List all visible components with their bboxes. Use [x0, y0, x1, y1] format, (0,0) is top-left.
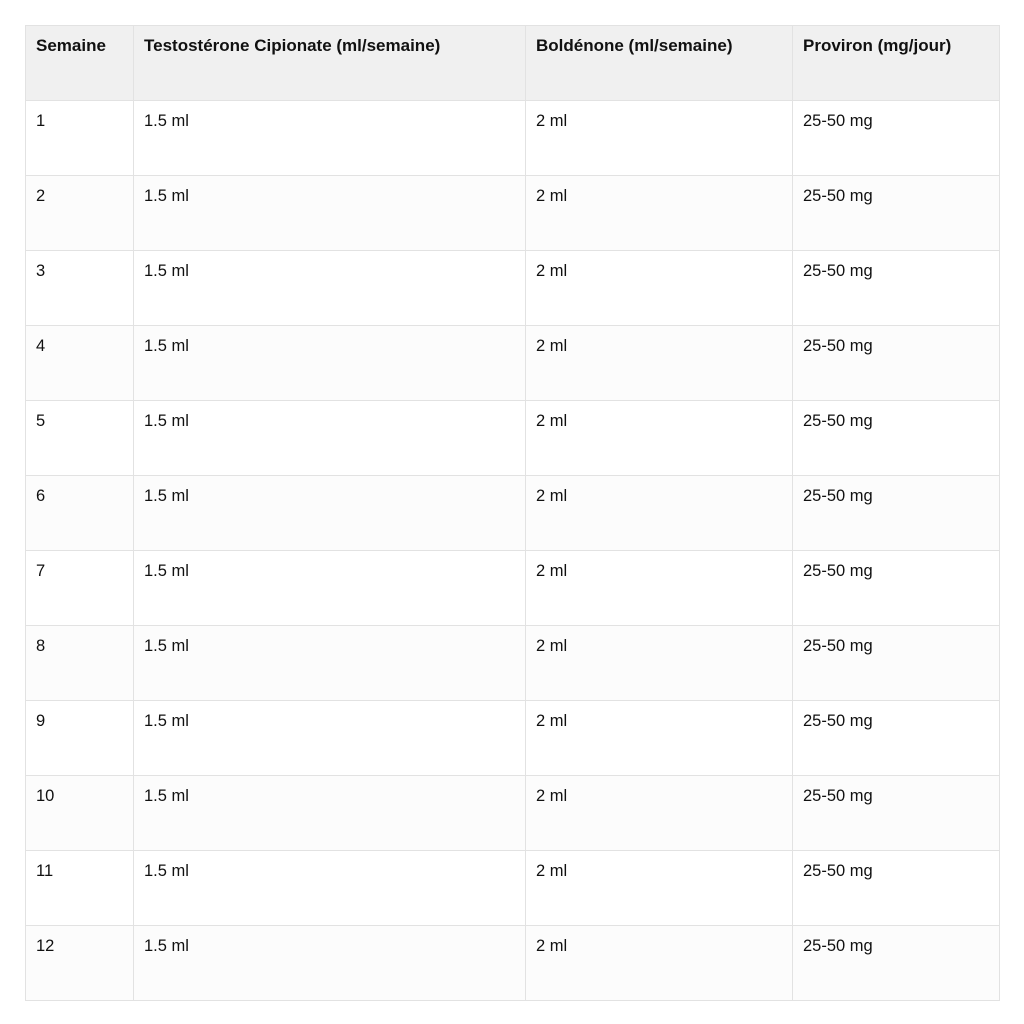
- cell-boldenone: 2 ml: [526, 101, 793, 176]
- cell-boldenone: 2 ml: [526, 326, 793, 401]
- cell-week: 11: [26, 851, 134, 926]
- cell-testosterone: 1.5 ml: [134, 326, 526, 401]
- header-proviron: Proviron (mg/jour): [793, 26, 1000, 101]
- table-row: [26, 701, 1000, 776]
- cell-boldenone: 2 ml: [526, 701, 793, 776]
- table-row: [26, 626, 1000, 701]
- header-week: Semaine: [26, 26, 134, 101]
- cell-week: 3: [26, 251, 134, 326]
- cell-boldenone: 2 ml: [526, 776, 793, 851]
- cell-week: 6: [26, 476, 134, 551]
- cell-week: 4: [26, 326, 134, 401]
- table-row: [26, 776, 1000, 851]
- table-row: [26, 476, 1000, 551]
- cell-proviron: 25-50 mg: [793, 476, 1000, 551]
- table-row: [26, 326, 1000, 401]
- cell-proviron: 25-50 mg: [793, 551, 1000, 626]
- cell-testosterone: 1.5 ml: [134, 401, 526, 476]
- cell-testosterone: 1.5 ml: [134, 776, 526, 851]
- cell-testosterone: 1.5 ml: [134, 701, 526, 776]
- cell-testosterone: 1.5 ml: [134, 476, 526, 551]
- header-row: [26, 26, 1000, 101]
- table-row: [26, 401, 1000, 476]
- cell-testosterone: 1.5 ml: [134, 626, 526, 701]
- cell-boldenone: 2 ml: [526, 401, 793, 476]
- cell-boldenone: 2 ml: [526, 851, 793, 926]
- cell-testosterone: 1.5 ml: [134, 851, 526, 926]
- cell-proviron: 25-50 mg: [793, 326, 1000, 401]
- cell-proviron: 25-50 mg: [793, 251, 1000, 326]
- cell-testosterone: 1.5 ml: [134, 926, 526, 1001]
- cell-week: 8: [26, 626, 134, 701]
- cell-week: 1: [26, 101, 134, 176]
- cell-week: 10: [26, 776, 134, 851]
- table-body: [26, 101, 1000, 1001]
- cell-testosterone: 1.5 ml: [134, 551, 526, 626]
- cell-proviron: 25-50 mg: [793, 401, 1000, 476]
- table-row: [26, 926, 1000, 1001]
- table-row: [26, 176, 1000, 251]
- table-row: [26, 551, 1000, 626]
- cell-boldenone: 2 ml: [526, 626, 793, 701]
- cell-proviron: 25-50 mg: [793, 926, 1000, 1001]
- cell-proviron: 25-50 mg: [793, 176, 1000, 251]
- cell-boldenone: 2 ml: [526, 251, 793, 326]
- cell-proviron: 25-50 mg: [793, 626, 1000, 701]
- dosage-table: [25, 25, 1000, 1001]
- cell-week: 12: [26, 926, 134, 1001]
- cell-boldenone: 2 ml: [526, 476, 793, 551]
- dosage-table-container: [25, 25, 999, 1001]
- table-row: [26, 251, 1000, 326]
- cell-proviron: 25-50 mg: [793, 776, 1000, 851]
- table-row: [26, 851, 1000, 926]
- cell-proviron: 25-50 mg: [793, 701, 1000, 776]
- cell-boldenone: 2 ml: [526, 926, 793, 1001]
- cell-boldenone: 2 ml: [526, 551, 793, 626]
- table-header: [26, 26, 1000, 101]
- cell-proviron: 25-50 mg: [793, 101, 1000, 176]
- cell-week: 5: [26, 401, 134, 476]
- cell-proviron: 25-50 mg: [793, 851, 1000, 926]
- cell-week: 2: [26, 176, 134, 251]
- cell-boldenone: 2 ml: [526, 176, 793, 251]
- table-row: [26, 101, 1000, 176]
- cell-testosterone: 1.5 ml: [134, 101, 526, 176]
- cell-week: 7: [26, 551, 134, 626]
- cell-week: 9: [26, 701, 134, 776]
- cell-testosterone: 1.5 ml: [134, 251, 526, 326]
- header-boldenone: Boldénone (ml/semaine): [526, 26, 793, 101]
- header-testosterone: Testostérone Cipionate (ml/semaine): [134, 26, 526, 101]
- cell-testosterone: 1.5 ml: [134, 176, 526, 251]
